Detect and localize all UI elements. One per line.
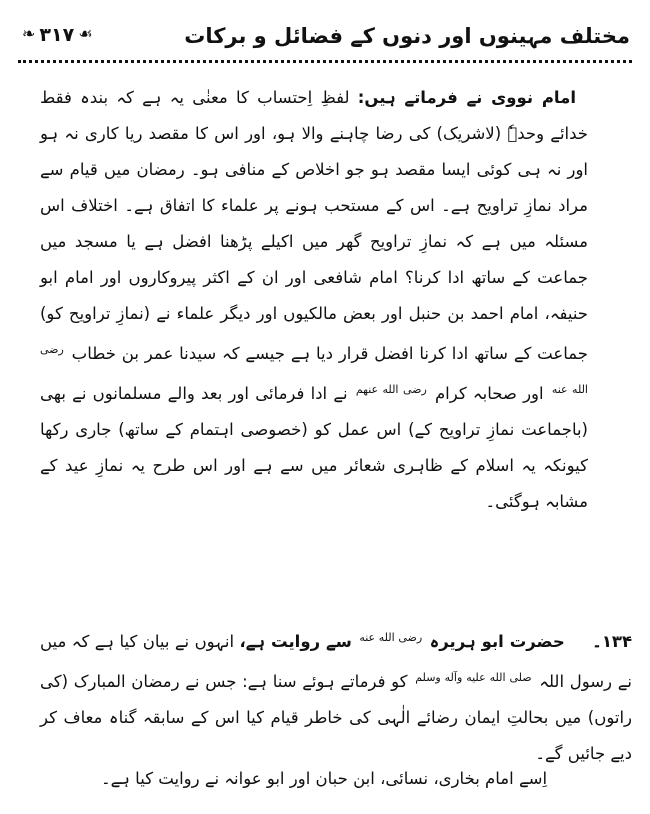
page-number-value: ۳۱۷ xyxy=(39,24,75,46)
hadith-narrator: حضرت ابو ہریرہ xyxy=(429,632,565,651)
paragraph-text: نے ادا فرمائی اور بعد والے مسلمانوں نے بھی (باجماعت نمازِ تراویح کے) اس عمل کو (خصوصی اہتمام کے ساتھ) جاری رکھا کیونکہ یہ اسلام کے ظاہری شعائر میں سے ہے اور اس طرح یہ نمازِ عید کے مشابہ ہوگئی۔ xyxy=(40,384,588,511)
running-title: مختلف مہینوں اور دنوں کے فضائل و برکات xyxy=(184,24,630,48)
paragraph-text: اور صحابہ کرام xyxy=(434,384,544,403)
hadith-block xyxy=(40,620,632,772)
honorific-mark: صلى الله عليه وآله وسلم xyxy=(415,671,532,684)
hadith-text: کو فرماتے ہوئے سنا ہے: جس نے رمضان المبارک (کی راتوں) میں بحالتِ ایمان رضائے الٰہی کی خاطر قیام کیا اس کے سابقہ گناہ معاف کر دیے جائیں گے۔ xyxy=(40,672,632,763)
page-header xyxy=(22,18,630,58)
hadith-paragraph xyxy=(40,620,632,772)
hadith-narrator-suffix: سے روایت ہے، xyxy=(239,632,352,651)
hadith-text: انہوں نے بیان کیا ہے کہ میں نے رسول اللہ xyxy=(40,632,632,691)
honorific-mark: رضی الله عنه xyxy=(359,631,423,644)
speaker-label: امام نووی نے فرماتے ہیں: xyxy=(357,88,576,107)
ornament-right-icon: ☙ xyxy=(78,24,93,43)
hadith-reference: اِسے امام بخاری، نسائی، ابن حبان اور ابو عوانہ نے روایت کیا ہے۔ xyxy=(100,769,548,788)
main-text xyxy=(40,80,588,520)
honorific-mark: رضی الله عنهم xyxy=(355,383,427,396)
ornament-left-icon: ❧ xyxy=(22,24,36,43)
honorific-mark: رضی الله عنه xyxy=(40,343,588,396)
hadith-number: ۱۳۴۔ xyxy=(592,632,633,651)
commentary-paragraph xyxy=(40,80,588,520)
header-divider xyxy=(18,60,632,63)
page-number xyxy=(22,24,93,46)
paragraph-text: لفظِ اِحتساب کا معنٰی یہ ہے کہ بندہ فقط خدائے وحدہٗ (لاشریک) کی رضا چاہنے والا ہو، اور اس کا مقصد ریا کاری نہ ہو اور نہ ہی کوئی ایسا مقصد ہو جو اخلاص کے منافی ہو۔ رمضان میں قیام سے مراد نمازِ تراویح ہے۔ اس کے مستحب ہونے پر علماء کا اتفاق ہے۔ اختلاف اس مسئلہ میں ہے کہ نمازِ تراویح گھر میں اکیلے پڑھنا افضل ہے یا مسجد میں جماعت کے ساتھ ادا کرنا؟ امام شافعی اور ان کے اکثر پیروکاروں اور امام ابو حنیفہ، امام احمد بن حنبل اور بعض مالکیوں اور دیگر علماء نے (نمازِ تراویح کو) جماعت کے ساتھ ادا کرنا افضل قرار دیا ہے جیسے کہ سیدنا عمر بن خطاب xyxy=(40,88,588,363)
